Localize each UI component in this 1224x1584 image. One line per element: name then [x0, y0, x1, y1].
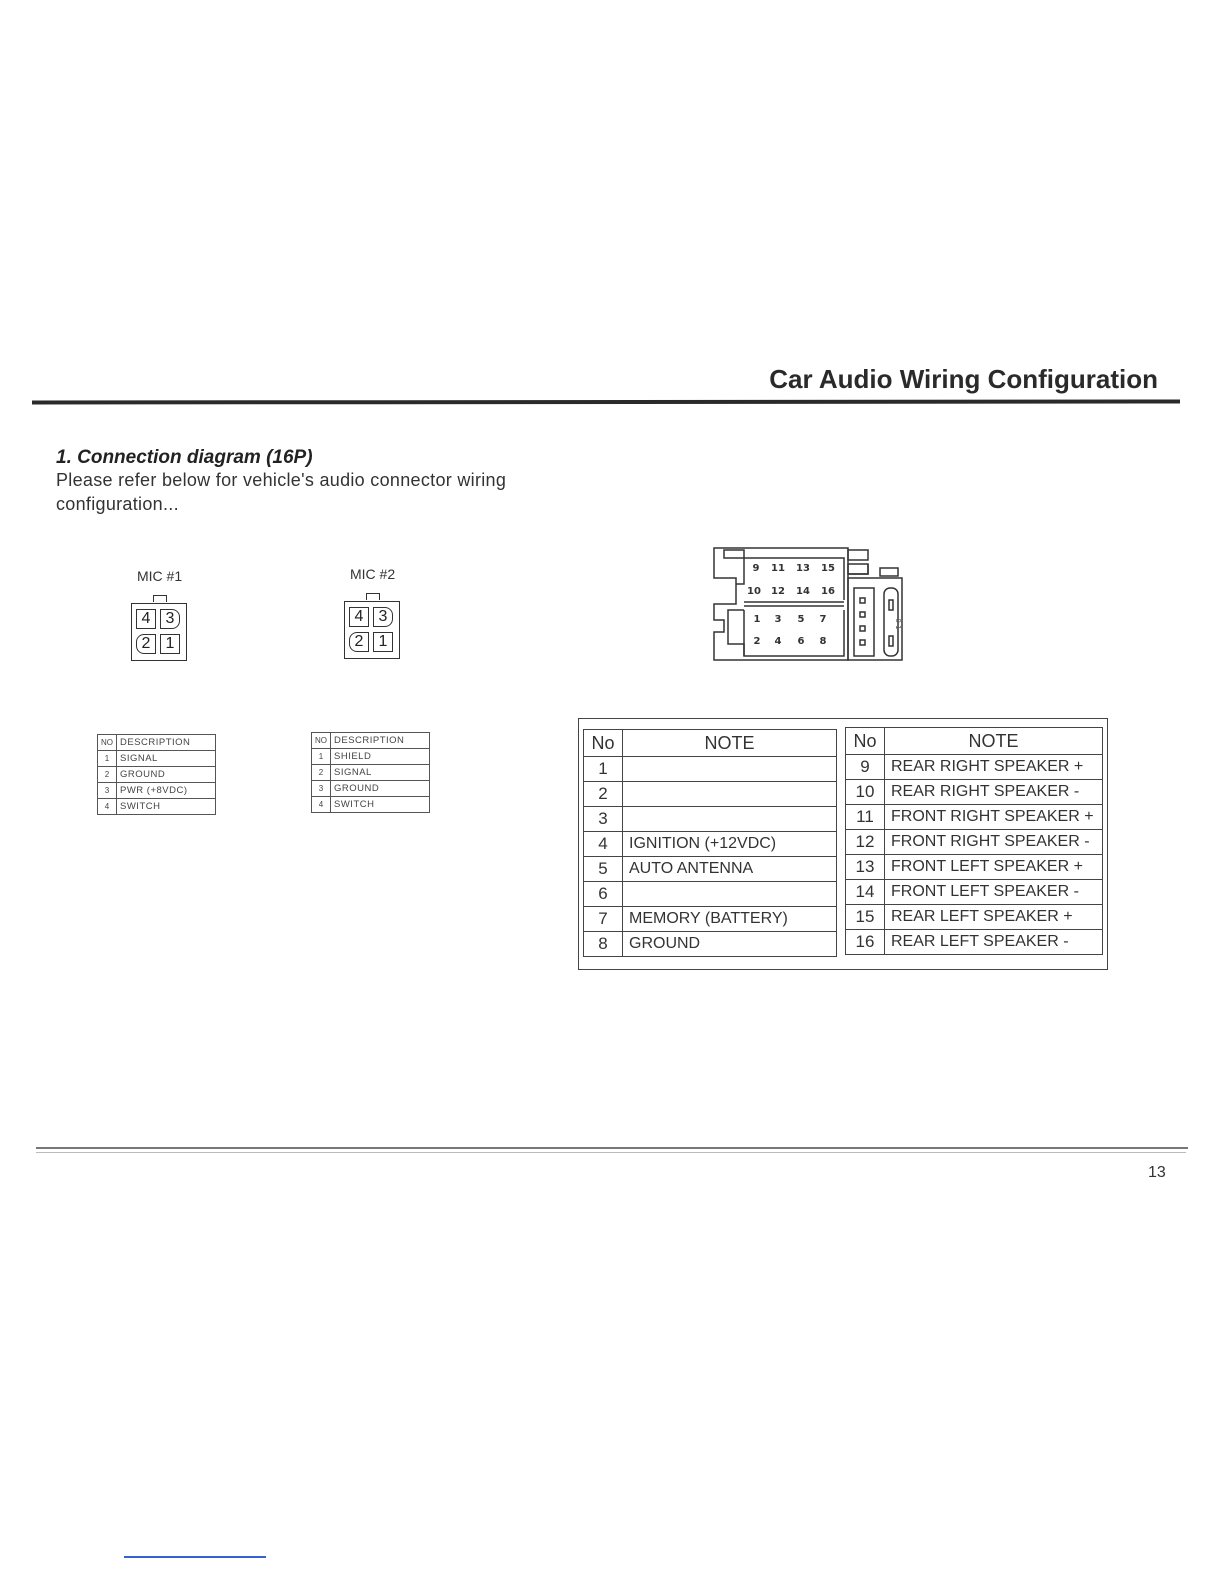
pin-note: FRONT RIGHT SPEAKER -: [885, 830, 1103, 855]
connector-pin-15: 15: [821, 563, 835, 574]
pin-header-note: NOTE: [623, 730, 837, 757]
pin-note: REAR LEFT SPEAKER -: [885, 930, 1103, 955]
pin-table-right: [845, 727, 1103, 955]
connector-pin-1: 1: [753, 614, 761, 625]
pin-note: REAR LEFT SPEAKER +: [885, 905, 1103, 930]
table-header-row: [584, 730, 837, 757]
table-row: [846, 805, 1103, 830]
mic2-pin-4: 4: [349, 607, 369, 627]
table-row: [98, 767, 216, 783]
pin-header-no: No: [846, 728, 885, 755]
pin-note: AUTO ANTENNA: [623, 857, 837, 882]
pin-note: REAR RIGHT SPEAKER -: [885, 780, 1103, 805]
mic1-pin-2: 2: [136, 634, 156, 654]
pin-no: 16: [846, 930, 885, 955]
connector-pin-11: 11: [771, 563, 785, 574]
connector-pin-5: 5: [797, 614, 805, 625]
scan-artifact-line: [124, 1556, 266, 1558]
connector-pin-10: 10: [747, 586, 761, 597]
pin-no: 2: [584, 782, 623, 807]
connector-pin-8: 8: [819, 636, 827, 647]
table-row: [846, 855, 1103, 880]
mic1-connector-diagram: [131, 603, 187, 661]
table-row: [846, 880, 1103, 905]
mic2-row-no: 3: [312, 781, 331, 797]
footer-divider-secondary: [36, 1152, 1186, 1153]
table-row: [312, 765, 430, 781]
table-row: [312, 781, 430, 797]
table-row: [846, 930, 1103, 955]
table-header-row: [98, 735, 216, 751]
pin-note: [623, 807, 837, 832]
pin-note: [623, 782, 837, 807]
table-row: [584, 782, 837, 807]
mic1-row-no: 3: [98, 783, 117, 799]
mic1-row-no: 1: [98, 751, 117, 767]
table-row: [846, 905, 1103, 930]
mic2-header-no: NO: [312, 733, 331, 749]
table-row: [584, 882, 837, 907]
mic2-row-no: 2: [312, 765, 331, 781]
connector-key-slot: [724, 550, 744, 558]
mic2-label: MIC #2: [350, 566, 396, 582]
connector-pin-7: 7: [819, 614, 827, 625]
pin-no: 4: [584, 832, 623, 857]
connector-pin-4: 4: [774, 636, 782, 647]
pin-no: 6: [584, 882, 623, 907]
pin-note: FRONT RIGHT SPEAKER +: [885, 805, 1103, 830]
pin-no: 12: [846, 830, 885, 855]
pin-note: [623, 757, 837, 782]
mic2-row-desc: GROUND: [331, 781, 430, 797]
connector-pin-13: 13: [796, 563, 810, 574]
table-row: [584, 832, 837, 857]
table-row: [584, 907, 837, 932]
mic1-connector-tab: [153, 595, 167, 602]
mic2-row-no: 1: [312, 749, 331, 765]
mic2-header-description: DESCRIPTION: [331, 733, 430, 749]
mic2-row-desc: SWITCH: [331, 797, 430, 813]
pin-no: 3: [584, 807, 623, 832]
pin-no: 1: [584, 757, 623, 782]
table-row: [584, 807, 837, 832]
mic1-description-table: [97, 734, 216, 815]
mic1-header-no: NO: [98, 735, 117, 751]
pin-note: GROUND: [623, 932, 837, 957]
mic1-row-desc: PWR (+8VDC): [117, 783, 216, 799]
pin-note: FRONT LEFT SPEAKER +: [885, 855, 1103, 880]
section-heading: 1. Connection diagram (16P): [56, 447, 313, 468]
connector-pin-9: 9: [752, 563, 760, 574]
table-header-row: [312, 733, 430, 749]
pin-table-left: [583, 729, 837, 957]
table-row: [584, 857, 837, 882]
mic1-row-desc: SWITCH: [117, 799, 216, 815]
pin-no: 10: [846, 780, 885, 805]
connector-pin-3: 3: [774, 614, 782, 625]
table-row: [312, 749, 430, 765]
pin-note: IGNITION (+12VDC): [623, 832, 837, 857]
mic1-row-desc: GROUND: [117, 767, 216, 783]
mic2-row-desc: SIGNAL: [331, 765, 430, 781]
mic1-row-desc: SIGNAL: [117, 751, 216, 767]
pin-note: [623, 882, 837, 907]
mic1-pin-1: 1: [160, 634, 180, 654]
intro-text-line-2: configuration...: [56, 494, 179, 514]
pin-note: REAR RIGHT SPEAKER +: [885, 755, 1103, 780]
mic2-pin-2: 2: [349, 632, 369, 652]
pin-note: MEMORY (BATTERY): [623, 907, 837, 932]
table-row: [846, 830, 1103, 855]
table-row: [98, 799, 216, 815]
mic1-row-no: 4: [98, 799, 117, 815]
pin-no: 9: [846, 755, 885, 780]
intro-text-line-1: Please refer below for vehicle's audio connector wiring: [56, 470, 507, 490]
connector-16p-diagram: [708, 544, 908, 668]
pin-no: 5: [584, 857, 623, 882]
table-row: [312, 797, 430, 813]
connector-pin-6: 6: [797, 636, 805, 647]
table-row: [846, 755, 1103, 780]
pin-no: 15: [846, 905, 885, 930]
mic2-pin-3: 3: [373, 607, 393, 627]
pin-header-no: No: [584, 730, 623, 757]
connector-pin-14: 14: [796, 586, 810, 597]
pin-no: 13: [846, 855, 885, 880]
table-row: [584, 932, 837, 957]
mic1-header-description: DESCRIPTION: [117, 735, 216, 751]
mic1-label: MIC #1: [137, 568, 183, 584]
page-title: Car Audio Wiring Configuration: [769, 364, 1158, 394]
mic1-pin-4: 4: [136, 609, 156, 629]
table-row: [98, 751, 216, 767]
mic2-description-table: [311, 732, 430, 813]
mic2-connector-diagram: [344, 601, 400, 659]
pin-no: 8: [584, 932, 623, 957]
pin-no: 11: [846, 805, 885, 830]
connector-side-marks: 0 1: [894, 618, 902, 630]
table-row: [846, 780, 1103, 805]
mic2-row-no: 4: [312, 797, 331, 813]
table-row: [98, 783, 216, 799]
connector-pin-12: 12: [771, 586, 785, 597]
pin-no: 7: [584, 907, 623, 932]
pin-no: 14: [846, 880, 885, 905]
pin-note: FRONT LEFT SPEAKER -: [885, 880, 1103, 905]
table-row: [584, 757, 837, 782]
page-number: 13: [1148, 1164, 1166, 1181]
mic1-pin-3: 3: [160, 609, 180, 629]
mic2-row-desc: SHIELD: [331, 749, 430, 765]
mic1-row-no: 2: [98, 767, 117, 783]
pin-header-note: NOTE: [885, 728, 1103, 755]
connector-pin-16: 16: [821, 586, 835, 597]
title-divider: [32, 399, 1180, 404]
mic2-connector-tab: [366, 593, 380, 600]
footer-divider: [36, 1147, 1188, 1149]
table-header-row: [846, 728, 1103, 755]
mic2-pin-1: 1: [373, 632, 393, 652]
connector-pin-2: 2: [753, 636, 761, 647]
